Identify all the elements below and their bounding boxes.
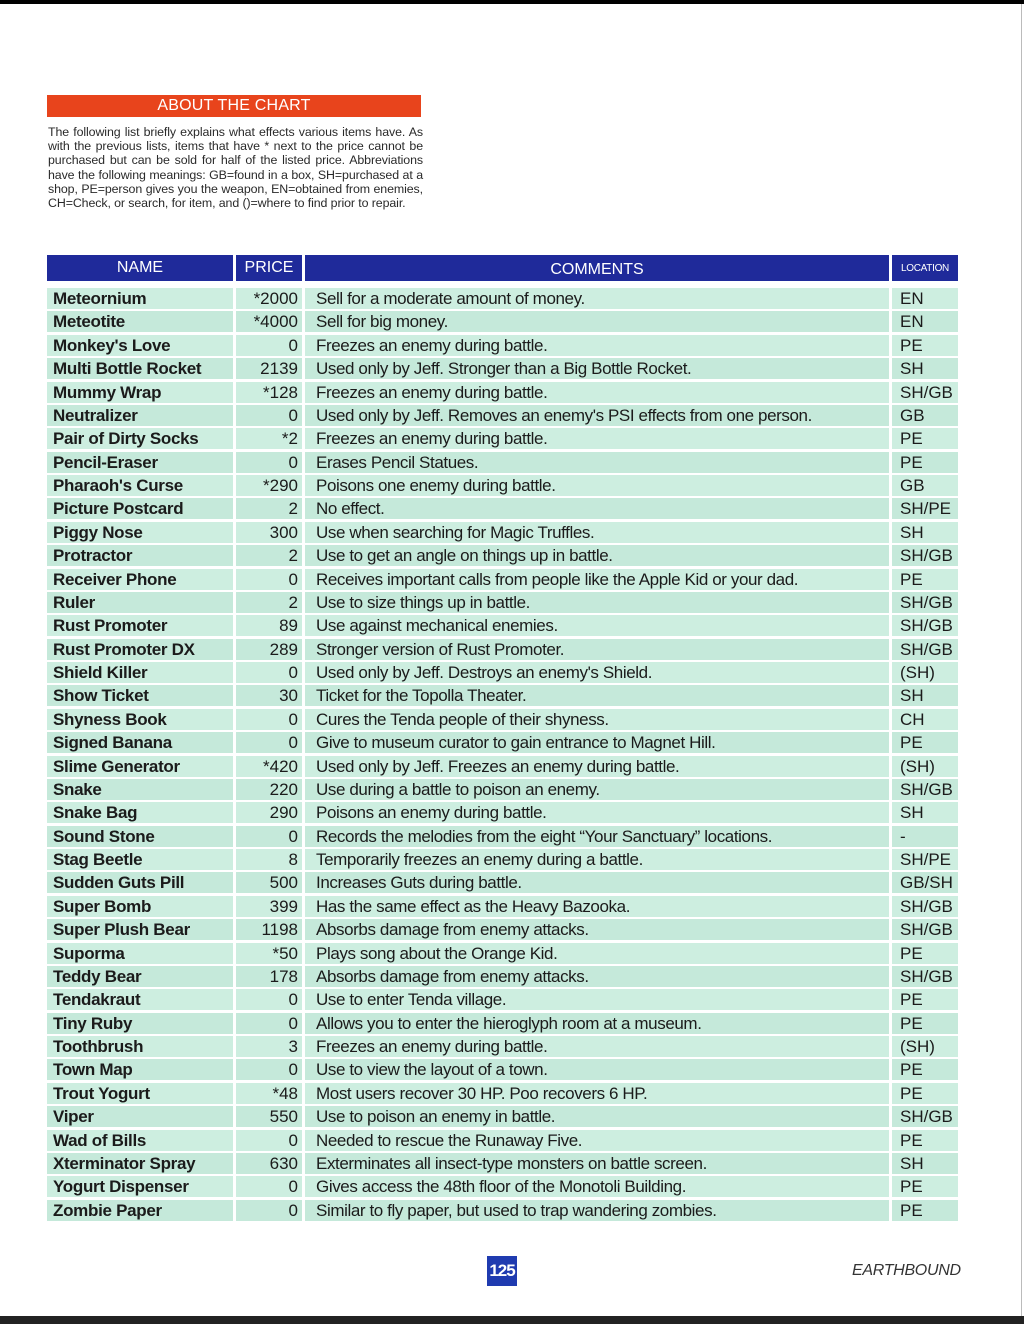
table-row xyxy=(47,685,958,706)
cell-price: *2000 xyxy=(236,288,302,309)
table-header xyxy=(47,255,958,281)
cell-location: SH xyxy=(892,685,958,706)
cell-price: *128 xyxy=(236,382,302,403)
cell-name: Yogurt Dispenser xyxy=(47,1176,233,1197)
table-row xyxy=(47,1083,958,1104)
cell-price: 0 xyxy=(236,335,302,356)
cell-comments: Use during a battle to poison an enemy. xyxy=(305,779,889,800)
cell-name: Town Map xyxy=(47,1059,233,1080)
table-row xyxy=(47,452,958,473)
table-row xyxy=(47,872,958,893)
cell-price: 0 xyxy=(236,405,302,426)
cell-name: Meteornium xyxy=(47,288,233,309)
cell-name: Sudden Guts Pill xyxy=(47,872,233,893)
table-row xyxy=(47,802,958,823)
item-table-body xyxy=(47,288,958,1223)
table-row xyxy=(47,732,958,753)
table-row xyxy=(47,1106,958,1127)
cell-name: Sound Stone xyxy=(47,826,233,847)
cell-location: PE xyxy=(892,428,958,449)
cell-price: 3 xyxy=(236,1036,302,1057)
cell-price: 630 xyxy=(236,1153,302,1174)
cell-price: 2 xyxy=(236,545,302,566)
cell-comments: Freezes an enemy during battle. xyxy=(305,1036,889,1057)
cell-location: PE xyxy=(892,1176,958,1197)
cell-location: PE xyxy=(892,1013,958,1034)
cell-location: PE xyxy=(892,1059,958,1080)
cell-price: *2 xyxy=(236,428,302,449)
table-row xyxy=(47,943,958,964)
cell-comments: Absorbs damage from enemy attacks. xyxy=(305,919,889,940)
cell-price: 0 xyxy=(236,1176,302,1197)
cell-location: SH/GB xyxy=(892,615,958,636)
cell-price: 0 xyxy=(236,1059,302,1080)
cell-comments: Increases Guts during battle. xyxy=(305,872,889,893)
cell-comments: Plays song about the Orange Kid. xyxy=(305,943,889,964)
cell-name: Toothbrush xyxy=(47,1036,233,1057)
cell-location: SH/PE xyxy=(892,498,958,519)
cell-price: 2 xyxy=(236,592,302,613)
cell-name: Picture Postcard xyxy=(47,498,233,519)
table-row xyxy=(47,849,958,870)
table-row xyxy=(47,522,958,543)
cell-name: Super Bomb xyxy=(47,896,233,917)
cell-name: Snake Bag xyxy=(47,802,233,823)
cell-price: 0 xyxy=(236,452,302,473)
cell-name: Xterminator Spray xyxy=(47,1153,233,1174)
cell-comments: Freezes an enemy during battle. xyxy=(305,335,889,356)
cell-comments: Used only by Jeff. Stronger than a Big Bottle Rocket. xyxy=(305,358,889,379)
cell-name: Suporma xyxy=(47,943,233,964)
cell-name: Tendakraut xyxy=(47,989,233,1010)
cell-comments: Allows you to enter the hieroglyph room at a museum. xyxy=(305,1013,889,1034)
cell-name: Super Plush Bear xyxy=(47,919,233,940)
cell-price: 0 xyxy=(236,709,302,730)
cell-price: 30 xyxy=(236,685,302,706)
cell-name: Viper xyxy=(47,1106,233,1127)
cell-name: Wad of Bills xyxy=(47,1130,233,1151)
cell-comments: Poisons an enemy during battle. xyxy=(305,802,889,823)
cell-comments: Use to view the layout of a town. xyxy=(305,1059,889,1080)
cell-name: Snake xyxy=(47,779,233,800)
cell-comments: Erases Pencil Statues. xyxy=(305,452,889,473)
cell-location: PE xyxy=(892,335,958,356)
table-row xyxy=(47,662,958,683)
cell-comments: Receives important calls from people like the Apple Kid or your dad. xyxy=(305,569,889,590)
cell-location: PE xyxy=(892,452,958,473)
cell-location: SH xyxy=(892,802,958,823)
cell-location: PE xyxy=(892,1083,958,1104)
cell-name: Receiver Phone xyxy=(47,569,233,590)
cell-location: EN xyxy=(892,288,958,309)
cell-price: 300 xyxy=(236,522,302,543)
cell-comments: Use when searching for Magic Truffles. xyxy=(305,522,889,543)
table-row xyxy=(47,826,958,847)
column-header-location: LOCATION xyxy=(892,255,958,281)
cell-comments: Cures the Tenda people of their shyness. xyxy=(305,709,889,730)
cell-name: Show Ticket xyxy=(47,685,233,706)
cell-price: 0 xyxy=(236,569,302,590)
table-row xyxy=(47,1153,958,1174)
cell-price: *48 xyxy=(236,1083,302,1104)
cell-comments: Use to poison an enemy in battle. xyxy=(305,1106,889,1127)
cell-price: 0 xyxy=(236,662,302,683)
cell-comments: Use to enter Tenda village. xyxy=(305,989,889,1010)
cell-price: *290 xyxy=(236,475,302,496)
cell-comments: Used only by Jeff. Freezes an enemy during battle. xyxy=(305,756,889,777)
about-section-title: ABOUT THE CHART xyxy=(47,95,421,117)
cell-name: Ruler xyxy=(47,592,233,613)
cell-location: (SH) xyxy=(892,662,958,683)
cell-price: 220 xyxy=(236,779,302,800)
cell-location: SH/GB xyxy=(892,896,958,917)
table-row xyxy=(47,288,958,309)
cell-location: PE xyxy=(892,1200,958,1221)
cell-price: 290 xyxy=(236,802,302,823)
cell-location: PE xyxy=(892,943,958,964)
table-row xyxy=(47,1036,958,1057)
page-number-badge: 125 xyxy=(487,1256,517,1286)
cell-price: *50 xyxy=(236,943,302,964)
table-row xyxy=(47,311,958,332)
cell-price: 0 xyxy=(236,1013,302,1034)
cell-location: SH/GB xyxy=(892,545,958,566)
about-section-text: The following list briefly explains what effects various items have. As with the previous lists, items that have * next to the price cannot be purchased but can be sold for half of the listed price. Abbreviations have the following meanings: GB=found in a box, SH=purchased at a shop, PE=person gives you the weapon, EN=obtained from enemies, CH=Check, or search, for item, and ()=where to find prior to repair. xyxy=(48,125,423,211)
cell-location: SH/GB xyxy=(892,639,958,660)
cell-name: Stag Beetle xyxy=(47,849,233,870)
cell-location: CH xyxy=(892,709,958,730)
table-row xyxy=(47,1059,958,1080)
cell-comments: Sell for a moderate amount of money. xyxy=(305,288,889,309)
cell-comments: Freezes an enemy during battle. xyxy=(305,428,889,449)
cell-price: 0 xyxy=(236,1130,302,1151)
cell-comments: Records the melodies from the eight “Your Sanctuary” locations. xyxy=(305,826,889,847)
cell-location: PE xyxy=(892,732,958,753)
table-row xyxy=(47,592,958,613)
cell-location: - xyxy=(892,826,958,847)
table-row xyxy=(47,779,958,800)
page-edge xyxy=(1021,4,1022,1316)
table-row xyxy=(47,896,958,917)
table-row xyxy=(47,989,958,1010)
cell-comments: Use to size things up in battle. xyxy=(305,592,889,613)
cell-name: Pharaoh's Curse xyxy=(47,475,233,496)
cell-name: Teddy Bear xyxy=(47,966,233,987)
table-row xyxy=(47,615,958,636)
cell-name: Shield Killer xyxy=(47,662,233,683)
cell-price: 0 xyxy=(236,989,302,1010)
cell-name: Mummy Wrap xyxy=(47,382,233,403)
cell-name: Multi Bottle Rocket xyxy=(47,358,233,379)
cell-location: SH/GB xyxy=(892,919,958,940)
cell-location: SH xyxy=(892,1153,958,1174)
table-row xyxy=(47,382,958,403)
cell-comments: Absorbs damage from enemy attacks. xyxy=(305,966,889,987)
table-row xyxy=(47,569,958,590)
cell-name: Tiny Ruby xyxy=(47,1013,233,1034)
cell-comments: Exterminates all insect-type monsters on battle screen. xyxy=(305,1153,889,1174)
cell-location: SH/GB xyxy=(892,966,958,987)
column-header-comments: COMMENTS xyxy=(305,255,889,281)
cell-location: GB xyxy=(892,475,958,496)
cell-name: Monkey's Love xyxy=(47,335,233,356)
cell-price: 2 xyxy=(236,498,302,519)
cell-location: GB/SH xyxy=(892,872,958,893)
cell-comments: Temporarily freezes an enemy during a battle. xyxy=(305,849,889,870)
cell-price: 0 xyxy=(236,732,302,753)
cell-name: Trout Yogurt xyxy=(47,1083,233,1104)
cell-name: Pair of Dirty Socks xyxy=(47,428,233,449)
cell-comments: Use to get an angle on things up in battle. xyxy=(305,545,889,566)
table-row xyxy=(47,335,958,356)
cell-location: SH xyxy=(892,522,958,543)
cell-location: SH/GB xyxy=(892,592,958,613)
cell-comments: Gives access the 48th floor of the Monotoli Building. xyxy=(305,1176,889,1197)
cell-location: PE xyxy=(892,989,958,1010)
table-row xyxy=(47,639,958,660)
table-row xyxy=(47,428,958,449)
cell-price: 0 xyxy=(236,826,302,847)
table-row xyxy=(47,545,958,566)
cell-price: 550 xyxy=(236,1106,302,1127)
cell-price: 89 xyxy=(236,615,302,636)
cell-name: Neutralizer xyxy=(47,405,233,426)
cell-name: Zombie Paper xyxy=(47,1200,233,1221)
cell-price: 8 xyxy=(236,849,302,870)
cell-location: SH xyxy=(892,358,958,379)
table-row xyxy=(47,475,958,496)
cell-price: 500 xyxy=(236,872,302,893)
cell-location: EN xyxy=(892,311,958,332)
cell-name: Rust Promoter xyxy=(47,615,233,636)
cell-price: 399 xyxy=(236,896,302,917)
table-row xyxy=(47,358,958,379)
cell-comments: Used only by Jeff. Removes an enemy's PSI effects from one person. xyxy=(305,405,889,426)
cell-location: SH/PE xyxy=(892,849,958,870)
cell-comments: Sell for big money. xyxy=(305,311,889,332)
table-row xyxy=(47,709,958,730)
cell-comments: Poisons one enemy during battle. xyxy=(305,475,889,496)
column-header-name: NAME xyxy=(47,255,233,281)
cell-price: 0 xyxy=(236,1200,302,1221)
cell-comments: No effect. xyxy=(305,498,889,519)
cell-location: GB xyxy=(892,405,958,426)
cell-name: Protractor xyxy=(47,545,233,566)
column-header-price: PRICE xyxy=(236,255,302,281)
book-title: EARTHBOUND xyxy=(852,1262,961,1279)
table-row xyxy=(47,919,958,940)
cell-name: Signed Banana xyxy=(47,732,233,753)
cell-name: Slime Generator xyxy=(47,756,233,777)
cell-location: PE xyxy=(892,1130,958,1151)
cell-price: *420 xyxy=(236,756,302,777)
cell-location: PE xyxy=(892,569,958,590)
cell-price: 2139 xyxy=(236,358,302,379)
cell-comments: Similar to fly paper, but used to trap wandering zombies. xyxy=(305,1200,889,1221)
bottom-border xyxy=(0,1316,1024,1324)
table-row xyxy=(47,498,958,519)
cell-price: 1198 xyxy=(236,919,302,940)
cell-comments: Used only by Jeff. Destroys an enemy's Shield. xyxy=(305,662,889,683)
cell-comments: Ticket for the Topolla Theater. xyxy=(305,685,889,706)
table-row xyxy=(47,405,958,426)
cell-name: Rust Promoter DX xyxy=(47,639,233,660)
cell-name: Pencil-Eraser xyxy=(47,452,233,473)
cell-location: SH/GB xyxy=(892,779,958,800)
cell-price: 289 xyxy=(236,639,302,660)
table-row xyxy=(47,966,958,987)
top-border xyxy=(0,0,1024,4)
table-row xyxy=(47,756,958,777)
cell-price: *4000 xyxy=(236,311,302,332)
cell-location: SH/GB xyxy=(892,382,958,403)
cell-name: Shyness Book xyxy=(47,709,233,730)
cell-location: (SH) xyxy=(892,1036,958,1057)
table-row xyxy=(47,1013,958,1034)
cell-comments: Freezes an enemy during battle. xyxy=(305,382,889,403)
table-row xyxy=(47,1130,958,1151)
cell-comments: Give to museum curator to gain entrance to Magnet Hill. xyxy=(305,732,889,753)
cell-location: SH/GB xyxy=(892,1106,958,1127)
cell-name: Meteotite xyxy=(47,311,233,332)
cell-comments: Stronger version of Rust Promoter. xyxy=(305,639,889,660)
table-row xyxy=(47,1200,958,1221)
cell-comments: Most users recover 30 HP. Poo recovers 6 HP. xyxy=(305,1083,889,1104)
cell-comments: Needed to rescue the Runaway Five. xyxy=(305,1130,889,1151)
table-row xyxy=(47,1176,958,1197)
cell-name: Piggy Nose xyxy=(47,522,233,543)
cell-price: 178 xyxy=(236,966,302,987)
cell-comments: Use against mechanical enemies. xyxy=(305,615,889,636)
cell-comments: Has the same effect as the Heavy Bazooka. xyxy=(305,896,889,917)
cell-location: (SH) xyxy=(892,756,958,777)
